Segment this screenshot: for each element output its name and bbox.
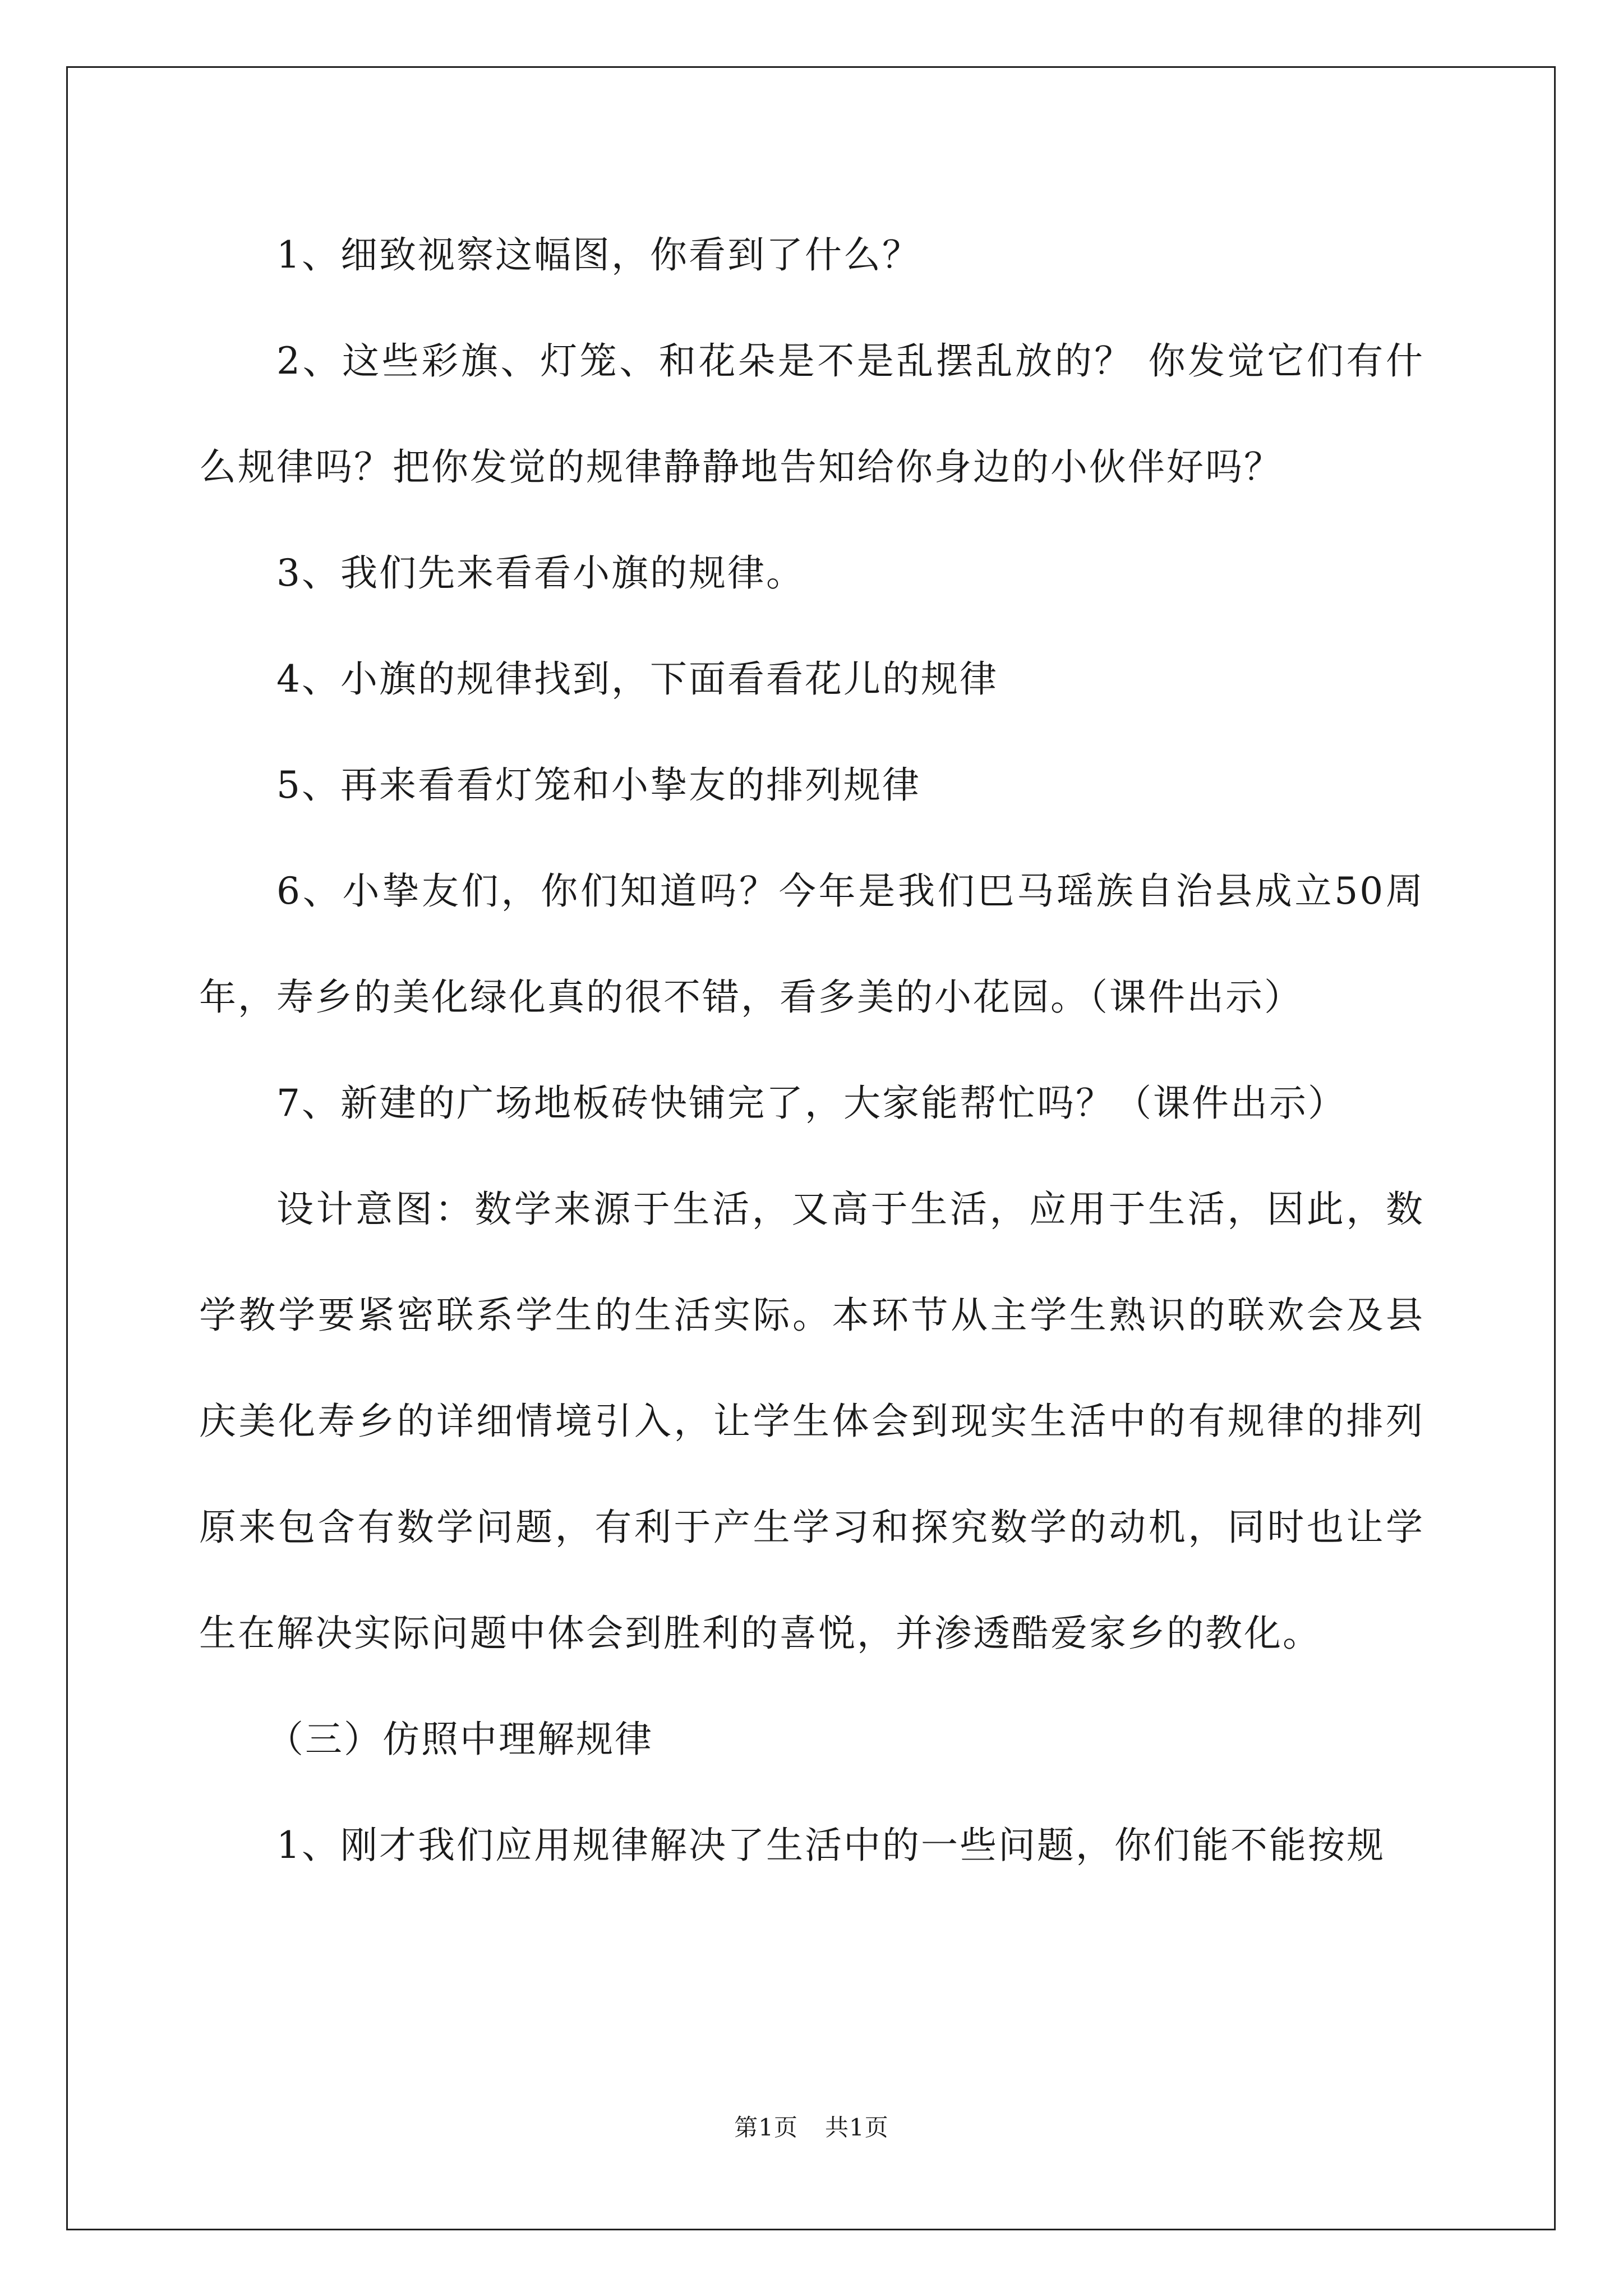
- page-number-current: 第1页: [734, 2114, 798, 2141]
- section-heading: （三）仿照中理解规律: [266, 1718, 653, 1761]
- paragraph-design-intent: 设计意图：数学来源于生活，又高于生活，应用于生活，因此，数学教学要紧密联系学生的生活实际。本环节从主学生熟识的联欢会及县庆美化寿乡的详细情境引入，让学生体会到现实生活中的有规律的排列原来包含有数学问题，有利于产生学习和探究数学的动机，同时也让学生在解决实际问题中体会到胜利的喜悦，并渗透酷爱家乡的教化。: [199, 1188, 1424, 1655]
- page-footer: [0, 2109, 1623, 2143]
- paragraph-3: 3、我们先来看看小旗的规律。: [276, 551, 805, 595]
- paragraph-6: 6、小挚友们，你们知道吗？今年是我们巴马瑶族自治县成立50周年，寿乡的美化绿化真的很不错，看多美的小花园。（课件出示）: [199, 869, 1424, 1019]
- paragraph-1: 1、细致视察这幅图，你看到了什么？: [276, 233, 921, 277]
- paragraph-2: 2、这些彩旗、灯笼、和花朵是不是乱摆乱放的？ 你发觉它们有什么规律吗？把你发觉的规律静静地告知给你身边的小伙伴好吗？: [199, 339, 1424, 489]
- paragraph-10: 1、刚才我们应用规律解决了生活中的一些问题，你们能不能按规: [276, 1824, 1385, 1867]
- paragraph-7: 7、新建的广场地板砖快铺完了，大家能帮忙吗？（课件出示）: [276, 1082, 1347, 1125]
- page-number-total: 共1页: [825, 2114, 889, 2141]
- paragraph-4: 4、小旗的规律找到，下面看看花儿的规律: [276, 657, 998, 701]
- document-body: [199, 202, 1424, 1898]
- paragraph-5: 5、再来看看灯笼和小挚友的排列规律: [276, 763, 921, 807]
